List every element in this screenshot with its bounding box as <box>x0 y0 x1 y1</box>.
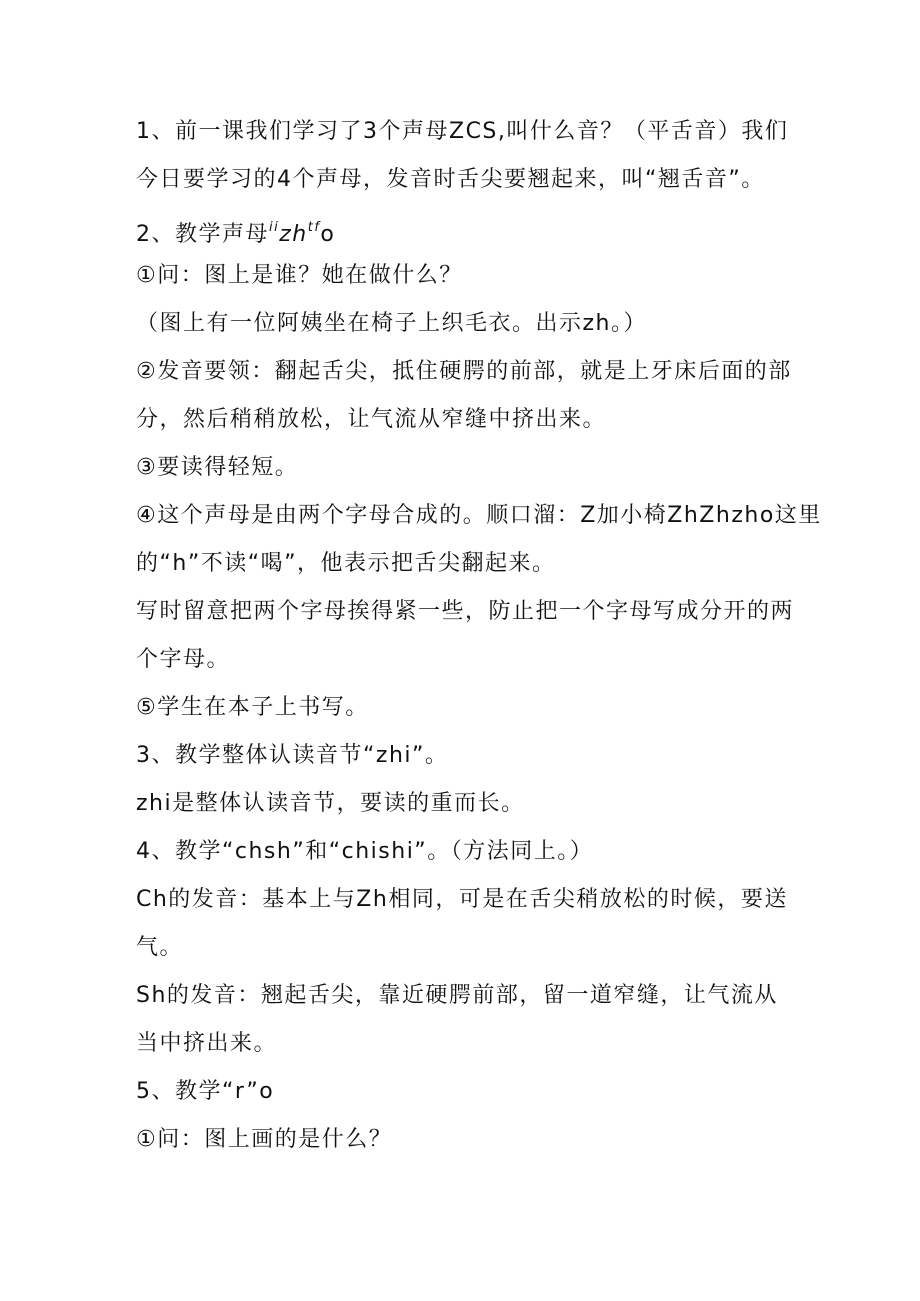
heading-2-prefix: 2、教学声母 <box>136 222 269 247</box>
paragraph-line-7: ③要读得轻短。 <box>136 455 299 480</box>
document-body <box>136 108 822 1164</box>
paragraph-line-12: ⑤学生在本子上书写。 <box>136 695 369 720</box>
paragraph-line-5: ②发音要领：翻起舌尖，抵住硬腭的前部，就是上牙床后面的部 <box>136 359 792 384</box>
paragraph-line-11: 个字母。 <box>136 647 231 672</box>
paragraph-line-19: 当中挤出来。 <box>136 1031 278 1056</box>
paragraph-line-1: 1、前一课我们学习了3个声母ZCS,叫什么音？（平舌音）我们 <box>136 119 789 144</box>
paragraph-line-21: ①问：图上画的是什么？ <box>136 1127 393 1152</box>
paragraph-line-10: 写时留意把两个字母挨得紧一些，防止把一个字母写成分开的两 <box>136 599 795 624</box>
heading-2-middle: zh <box>279 222 308 247</box>
paragraph-line-9: 的“h”不读“喝”，他表示把舌尖翻起来。 <box>136 551 556 576</box>
paragraph-line-20: 5、教学“r”o <box>136 1079 275 1104</box>
paragraph-line-16: Ch的发音：基本上与Zh相同，可是在舌尖稍放松的时候，要送 <box>136 887 788 912</box>
heading-2-superscript-2: tf <box>307 220 321 235</box>
paragraph-line-15: 4、教学“chsh”和“chishi”。（方法同上。） <box>136 839 594 864</box>
paragraph-line-2: 今日要学习的4个声母，发音时舌尖要翘起来，叫“翘舌音”。 <box>136 167 765 192</box>
heading-2-suffix: o <box>320 222 336 247</box>
paragraph-line-14: zhi是整体认读音节，要读的重而长。 <box>136 791 525 816</box>
paragraph-line-6: 分，然后稍稍放松，让气流从窄缝中挤出来。 <box>136 407 607 432</box>
paragraph-line-18: Sh的发音：翘起舌尖，靠近硬腭前部，留一道窄缝，让气流从 <box>136 983 778 1008</box>
paragraph-line-13: 3、教学整体认读音节“zhi”。 <box>136 743 449 768</box>
paragraph-line-3: ①问：图上是谁？她在做什么？ <box>136 263 463 288</box>
paragraph-line-17: 气。 <box>136 935 184 960</box>
paragraph-line-8: ④这个声母是由两个字母合成的。顺口溜：Z加小椅ZhZhzho这里 <box>136 503 822 528</box>
paragraph-line-4: （图上有一位阿姨坐在椅子上织毛衣。出示zh。） <box>136 311 647 336</box>
heading-2-superscript-1: ii <box>269 220 280 235</box>
section-heading-2 <box>136 204 786 252</box>
